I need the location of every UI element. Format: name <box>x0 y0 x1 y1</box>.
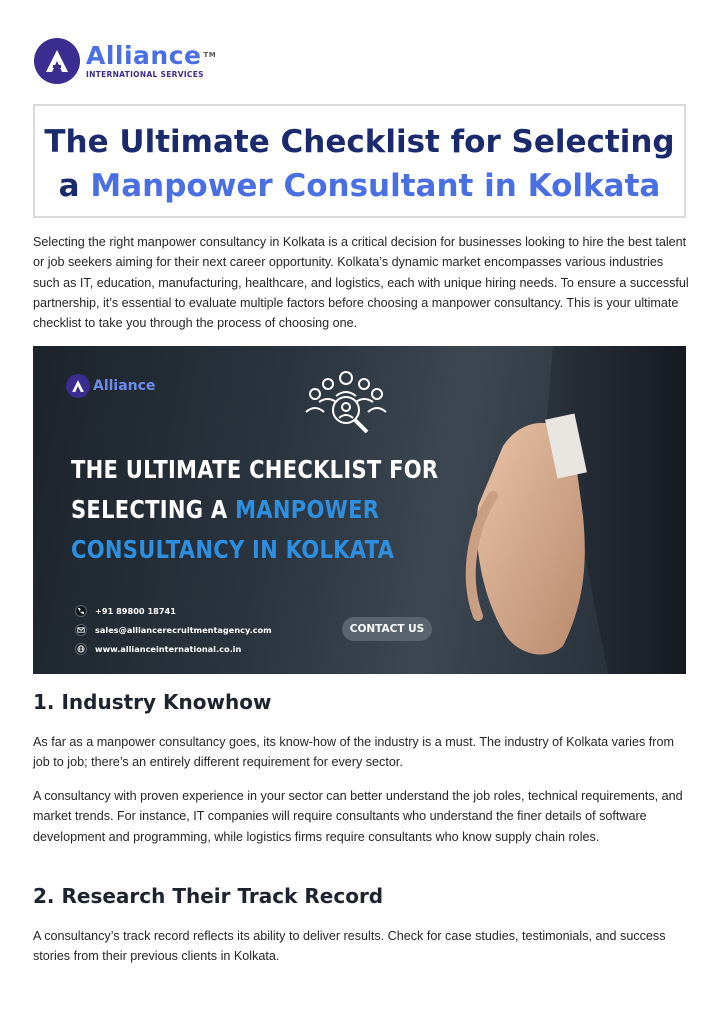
title-box <box>33 104 686 218</box>
logo-subtitle: INTERNATIONAL SERVICES <box>86 70 204 79</box>
recruitment-people-icon <box>303 368 389 442</box>
page-title-line-1: The Ultimate Checklist for Selecting <box>44 124 675 160</box>
logo-badge-icon <box>34 38 80 84</box>
contact-email <box>75 621 272 639</box>
banner-logo-name: Alliance <box>93 378 156 394</box>
banner-heading-line-3: CONSULTANCY IN KOLKATA <box>71 535 395 564</box>
banner-contacts <box>75 602 272 659</box>
page-title-highlight: Manpower Consultant in Kolkata <box>90 168 661 204</box>
contact-website <box>75 640 272 658</box>
contact-phone <box>75 602 272 620</box>
contact-us-button[interactable]: CONTACT US <box>342 617 432 641</box>
section-heading-industry-knowhow: 1. Industry Knowhow <box>33 690 272 714</box>
banner-logo <box>66 374 155 398</box>
email-icon <box>75 624 87 636</box>
globe-icon <box>75 643 87 655</box>
company-logo <box>34 38 216 84</box>
section-2-paragraph-1: A consultancy’s track record reflects its ability to deliver results. Check for case studies, testimonials, and success stories from their previous clients in Kolkata. <box>33 929 666 964</box>
hero-banner <box>33 346 686 674</box>
contact-website-text: www.allianceinternational.co.in <box>95 644 242 654</box>
contact-email-text: sales@alliancerecruitmentagency.com <box>95 625 272 635</box>
banner-heading-line-2-white: SELECTING A <box>71 495 236 524</box>
handshake-hand-image <box>433 346 686 674</box>
intro-paragraph: Selecting the right manpower consultancy in Kolkata is a critical decision for businesses looking to hire the best talent or job seekers aiming for their next career opportunity. Kolkata’s dynamic market encompasses various industries such as IT, education, manufacturing, healthcare, and logistics, each with unique hiring needs. To ensure a successful partnership, it’s essential to evaluate multiple factors before choosing a manpower consultancy. This is your ultimate checklist to take you through the process of choosing one. <box>33 235 689 331</box>
section-1-paragraph-1: As far as a manpower consultancy goes, its know-how of the industry is a must. The industry of Kolkata varies from job to job; there’s an entirely different requirement for every sector. <box>33 735 674 770</box>
page-title-prefix: a <box>58 168 91 204</box>
banner-heading-line-2-blue: MANPOWER <box>235 495 380 524</box>
section-1-paragraph-2: A consultancy with proven experience in your sector can better understand the job roles, technical requirements, and market trends. For instance, IT companies will require consultants who understand the finer details of software development and programming, while logistics firms require consultants who know supply chain roles. <box>33 789 683 844</box>
banner-heading <box>71 450 438 570</box>
banner-heading-line-1: THE ULTIMATE CHECKLIST FOR <box>71 455 439 484</box>
contact-phone-text: +91 89800 18741 <box>95 606 176 616</box>
page-title-line-2 <box>35 164 684 208</box>
banner-logo-badge-icon <box>66 374 90 398</box>
section-heading-track-record: 2. Research Their Track Record <box>33 884 384 908</box>
phone-icon <box>75 605 87 617</box>
logo-name: Alliance <box>86 41 202 70</box>
banner-heading-line-2 <box>71 490 438 530</box>
logo-trademark: TM <box>203 51 217 59</box>
